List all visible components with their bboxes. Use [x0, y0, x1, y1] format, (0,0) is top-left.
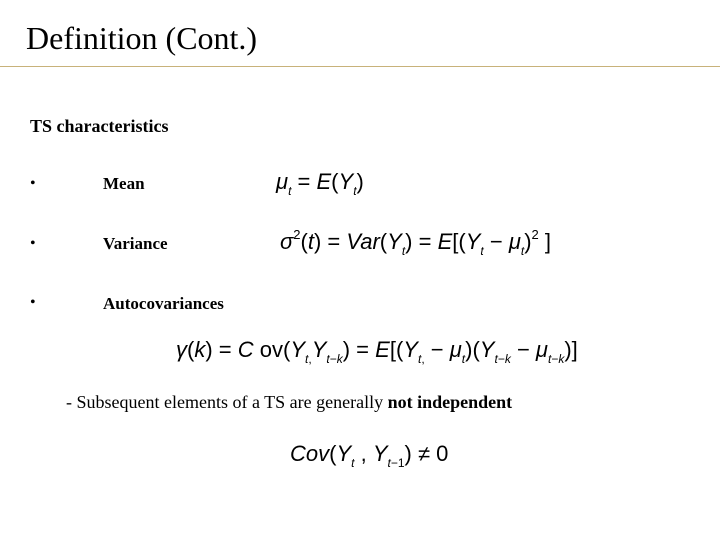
label-autocovariances: Autocovariances [103, 294, 224, 313]
bullet-autocovariances: • [30, 294, 36, 311]
formula-covariance-nonzero: $Cov(Y_t$ , $Y_{t-1}) \ne 0$ [290, 441, 449, 470]
formula-autocovariance: γ(k) = C $ov(Y_{t,}Y_{t-k}) = E[(Y_{t,} - \mu_t)(Y_{t-k} - \mu_{t-k})]$ [176, 337, 578, 366]
label-mean: Mean [103, 174, 145, 193]
note-emphasis: not independent [387, 392, 513, 412]
independence-note [66, 392, 512, 413]
title-divider [0, 66, 720, 67]
note-text: - Subsequent elements of a TS are generally [66, 392, 388, 412]
bullet-variance: • [30, 235, 36, 252]
label-variance: Variance [103, 234, 168, 253]
formula-variance: $\sigma^2(t) = Var(Y_t) = E[(Y_t - \mu_t)^2$ ] [280, 227, 552, 258]
slide-title: Definition (Cont.) [26, 20, 258, 56]
formula-mean: $\mu_t = E(Y_t)$ [276, 169, 364, 198]
section-heading: TS characteristics [30, 116, 169, 136]
bullet-mean: • [30, 175, 36, 192]
